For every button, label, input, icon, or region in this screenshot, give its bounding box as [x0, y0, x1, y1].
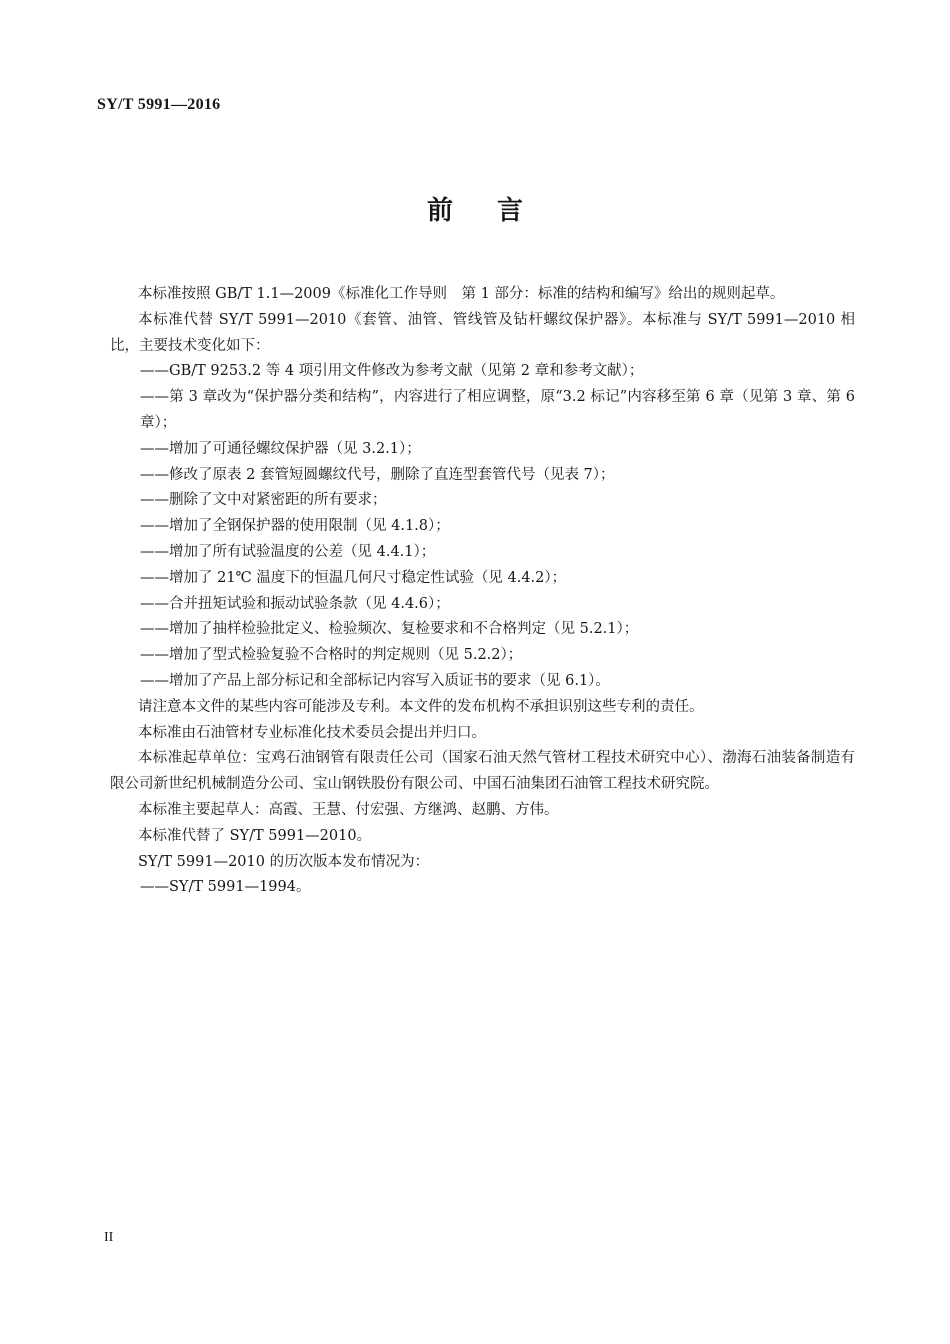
change-item: ——增加了可通径螺纹保护器（见 3.2.1）； [140, 440, 421, 457]
change-item: ——修改了原表 2 套管短圆螺纹代号，删除了直连型套管代号（见表 7）； [140, 466, 615, 483]
change-item: ——删除了文中对紧密距的所有要求； [140, 492, 387, 509]
change-item: ——增加了型式检验复验不合格时的判定规则（见 5.2.2）； [140, 647, 523, 664]
change-item: ——第 3 章改为“保护器分类和结构”，内容进行了相应调整，原“3.2 标记”内容移至第 6 章（见第 3 章、第 6 章）； [140, 389, 855, 431]
change-item: ——GB/T 9253.2 等 4 项引用文件修改为参考文献（见第 2 章和参考文献）； [140, 363, 644, 380]
change-item: ——合并扭矩试验和振动试验条款（见 4.4.6）； [140, 595, 450, 612]
replacement-paragraph: 本标准代替了 SY/T 5991—2010。 [138, 827, 372, 844]
page-number: II [104, 1230, 114, 1245]
standard-code: SY/T 5991—2016 [97, 96, 221, 113]
change-item: ——增加了所有试验温度的公差（见 4.4.1）； [140, 543, 436, 560]
history-item: ——SY/T 5991—1994。 [140, 879, 311, 896]
change-item: ——增加了 21℃ 温度下的恒温几何尺寸稳定性试验（见 4.4.2）； [140, 569, 567, 586]
patent-notice: 请注意本文件的某些内容可能涉及专利。本文件的发布机构不承担识别这些专利的责任。 [138, 698, 704, 715]
page-title: 前言 [426, 196, 567, 226]
change-item: ——增加了产品上部分标记和全部标记内容写入质证书的要求（见 6.1）。 [140, 672, 610, 689]
foreword-body [110, 282, 855, 901]
intro-paragraph: 本标准代替 SY/T 5991—2010《套管、油管、管线管及钻杆螺纹保护器》。本标准与 SY/T 5991—2010 相比，主要技术变化如下： [110, 311, 855, 354]
committee-paragraph: 本标准由石油管材专业标准化技术委员会提出并归口。 [138, 724, 486, 741]
change-item: ——增加了全钢保护器的使用限制（见 4.1.8）； [140, 518, 450, 535]
drafting-units-paragraph: 本标准起草单位：宝鸡石油钢管有限责任公司（国家石油天然气管材工程技术研究中心）、渤海石油装备制造有限公司新世纪机械制造分公司、宝山钢铁股份有限公司、中国石油集团石油管工程技术研究院。 [110, 750, 855, 793]
drafters-paragraph: 本标准主要起草人：高霞、王慧、付宏强、方继鸿、赵鹏、方伟。 [138, 801, 559, 818]
history-paragraph: SY/T 5991—2010 的历次版本发布情况为： [138, 853, 430, 870]
change-item: ——增加了抽样检验批定义、检验频次、复检要求和不合格判定（见 5.2.1）； [140, 621, 639, 638]
intro-paragraph: 本标准按照 GB/T 1.1—2009《标准化工作导则 第 1 部分：标准的结构和编写》给出的规则起草。 [138, 286, 785, 302]
